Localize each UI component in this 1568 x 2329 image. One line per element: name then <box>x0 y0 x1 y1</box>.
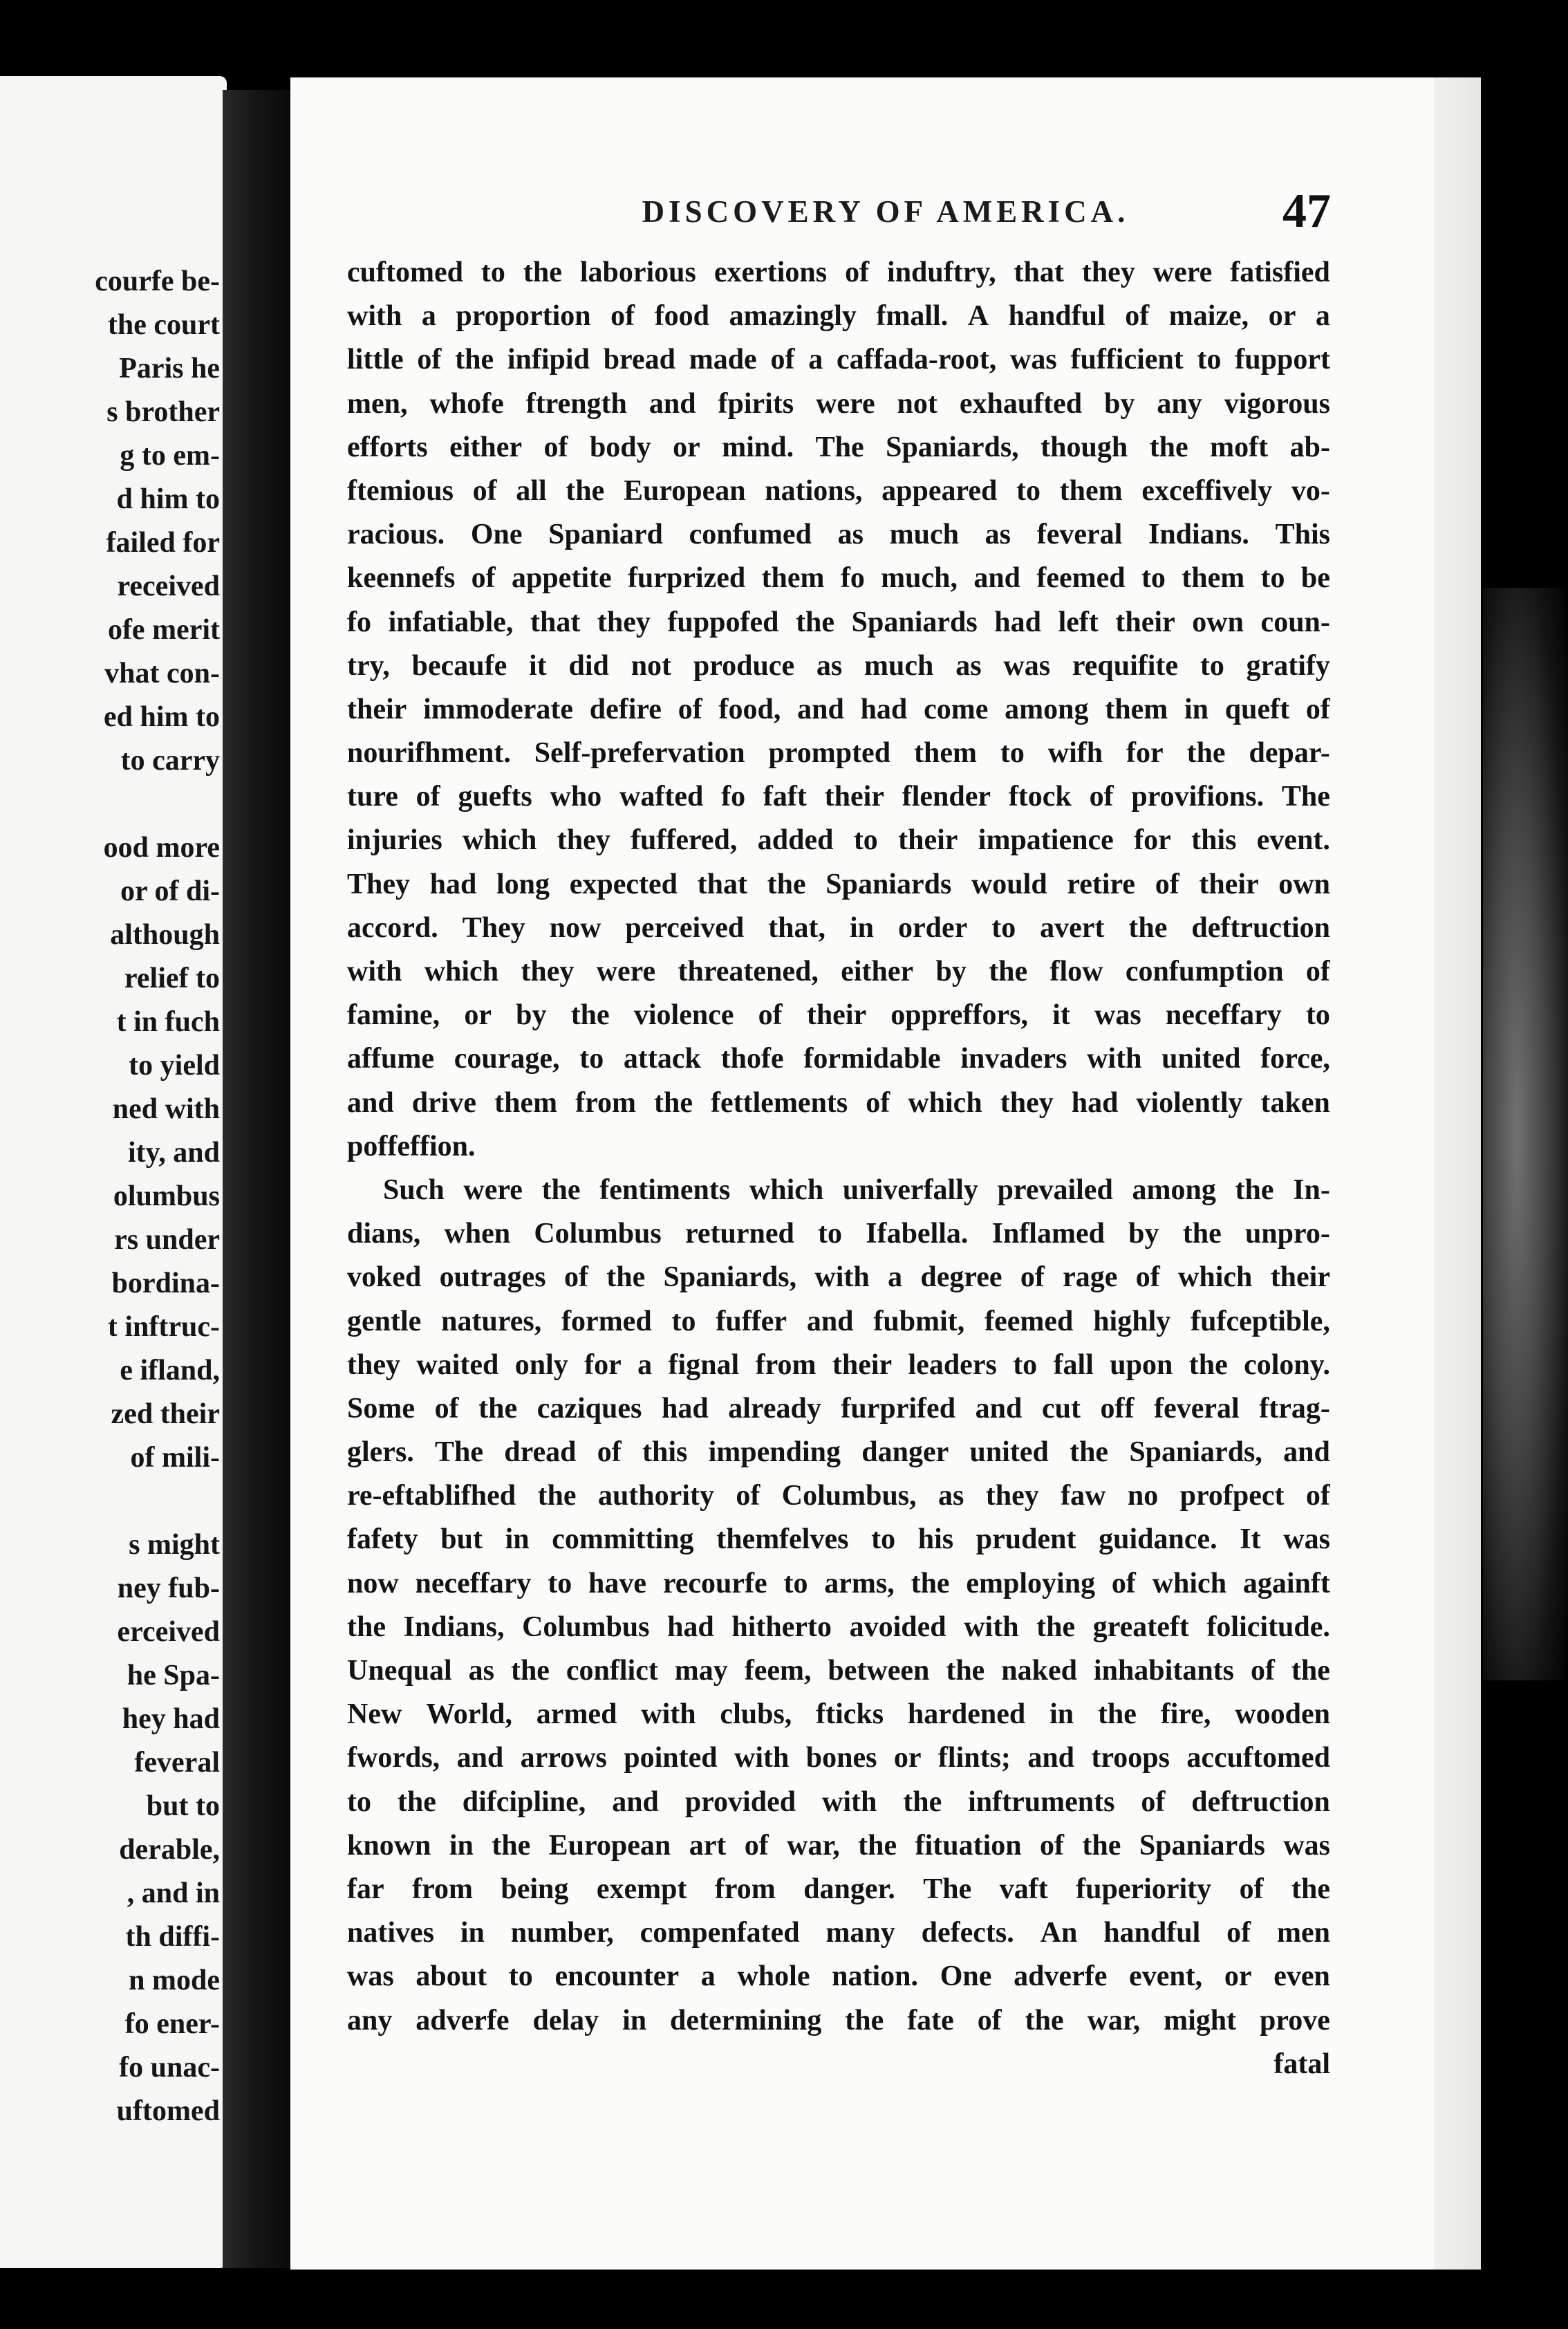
text-line: injuries which they fuffered, added to their impatience for this event. <box>347 824 1330 857</box>
left-page-line: Paris he <box>119 353 220 384</box>
left-page-line: vhat con- <box>104 658 220 689</box>
running-head-title: DISCOVERY OF AMERICA. <box>642 194 1130 229</box>
text-line: far from being exempt from danger. The vaft fuperiority of the <box>347 1873 1330 1905</box>
text-line: fwords, and arrows pointed with bones or flints; and troops accuftomed <box>347 1742 1330 1774</box>
left-page-line: uftomed <box>116 2095 220 2127</box>
left-page-line: but to <box>146 1790 220 1822</box>
left-page-line: fo ener- <box>124 2008 220 2040</box>
text-line: Unequal as the conflict may feem, between the naked inhabitants of the <box>347 1655 1330 1687</box>
text-line: the Indians, Columbus had hitherto avoided with the greateft folicitude. <box>347 1611 1330 1643</box>
text-line: poffeffion. <box>347 1130 476 1162</box>
left-page-line: bordina- <box>111 1268 220 1299</box>
text-line: cuftomed to the laborious exertions of induftry, that they were fatisfied <box>347 257 1330 288</box>
left-page-line: courfe be- <box>95 266 220 297</box>
text-line: and drive them from the fettlements of which they had violently taken <box>347 1086 1330 1119</box>
text-line: gentle natures, formed to fuffer and fubmit, feemed highly fufceptible, <box>347 1305 1330 1337</box>
book-gutter <box>223 90 290 2268</box>
text-line: glers. The dread of this impending danger united the Spaniards, and <box>347 1436 1330 1469</box>
left-page-line: received <box>117 570 220 602</box>
left-page-line: to yield <box>129 1050 220 1082</box>
text-line: men, whofe ftrength and fpirits were not exhaufted by any vigorous <box>347 387 1330 420</box>
left-page-line: , and in <box>127 1877 220 1909</box>
edge-stain <box>1483 588 1568 1680</box>
body-text <box>347 256 1330 2091</box>
left-page-line: th diffi- <box>125 1921 220 1953</box>
left-page-line: e ifland, <box>120 1355 220 1386</box>
text-line: they waited only for a fignal from their leaders to fall upon the colony. <box>347 1348 1330 1381</box>
left-page-line: ood more <box>103 832 220 864</box>
text-line: racious. One Spaniard confumed as much as feveral Indians. This <box>347 519 1330 551</box>
text-line: fo infatiable, that they fuppofed the Spaniards had left their own coun- <box>347 606 1330 638</box>
left-page-line: he Spa- <box>127 1660 220 1691</box>
text-line: re-eftablifhed the authority of Columbus, as they faw no profpect of <box>347 1480 1330 1512</box>
left-page-line: t in fuch <box>116 1006 220 1038</box>
text-line: affume courage, to attack thofe formidable invaders with united force, <box>347 1043 1330 1075</box>
text-line: voked outrages of the Spaniards, with a degree of rage of which their <box>347 1261 1330 1294</box>
left-page-line <box>95 1480 220 1523</box>
left-page-line: derable, <box>119 1834 220 1866</box>
left-page-line: ofe merit <box>107 614 220 646</box>
left-page-line: ed him to <box>104 701 220 733</box>
left-page-line: relief to <box>124 963 220 994</box>
left-page-line: rs under <box>114 1224 220 1256</box>
left-page-line: fo unac- <box>119 2052 220 2084</box>
left-page-line <box>95 783 220 826</box>
text-line: try, becaufe it did not produce as much as was requifite to gratify <box>347 649 1330 682</box>
text-line: now neceffary to have recourfe to arms, the employing of which againft <box>347 1567 1330 1599</box>
left-page-line: to carry <box>120 745 220 777</box>
left-page-line: zed their <box>111 1398 220 1430</box>
text-line: was about to encounter a whole nation. One adverfe event, or even <box>347 1960 1330 1993</box>
left-page-text <box>95 260 220 2133</box>
text-line: nourifhment. Self-prefervation prompted them to wifh for the depar- <box>347 737 1330 770</box>
text-line: efforts either of body or mind. The Spaniards, though the moft ab- <box>347 431 1330 463</box>
text-line: with which they were threatened, either by the flow confumption of <box>347 956 1330 987</box>
text-line: famine, or by the violence of their oppreffors, it was neceffary to <box>347 999 1330 1032</box>
left-page-line: ned with <box>112 1093 220 1125</box>
text-line: little of the infipid bread made of a caffada-root, was fufficient to fupport <box>347 344 1330 376</box>
left-page-line: or of di- <box>120 875 220 907</box>
text-line: Some of the caziques had already furprifed and cut off feveral ftrag- <box>347 1392 1330 1425</box>
left-page-line: s might <box>129 1529 220 1561</box>
text-line: keennefs of appetite furprized them fo much, and feemed to them to be <box>347 562 1330 595</box>
left-page-line: failed for <box>106 527 220 559</box>
left-page-line: hey had <box>122 1703 220 1735</box>
text-line: their immoderate defire of food, and had come among them in queft of <box>347 693 1330 725</box>
left-page-line: d him to <box>116 483 220 515</box>
left-page-line: feveral <box>134 1747 220 1779</box>
page-number: 47 <box>1282 185 1331 238</box>
left-page-line: of mili- <box>130 1442 220 1474</box>
left-page-line: olumbus <box>113 1180 220 1212</box>
text-line: dians, when Columbus returned to Ifabella. Inflamed by the unpro- <box>347 1218 1330 1250</box>
text-line: natives in number, compenfated many defects. An handful of men <box>347 1917 1330 1949</box>
left-page <box>0 76 227 2268</box>
left-page-line: ney fub- <box>117 1572 220 1604</box>
text-line: New World, armed with clubs, fticks hardened in the fire, wooden <box>347 1698 1330 1731</box>
left-page-line: n mode <box>129 1965 220 1996</box>
text-line: ftemious of all the European nations, appeared to them exceffively vo- <box>347 474 1330 507</box>
text-line: ture of guefts who wafted fo faft their flender ftock of provifions. The <box>347 781 1330 813</box>
left-page-line: s brother <box>106 396 220 428</box>
running-head <box>290 185 1481 242</box>
text-line: accord. They now perceived that, in order to avert the deftruction <box>347 911 1330 944</box>
text-line: any adverfe delay in determining the fate of the war, might prove <box>347 2004 1330 2036</box>
text-line: They had long expected that the Spaniards would retire of their own <box>347 868 1330 900</box>
text-line: with a proportion of food amazingly fmall. A handful of maize, or a <box>347 300 1330 333</box>
text-line: Such were the fentiments which univerfally prevailed among the In- <box>383 1173 1330 1206</box>
left-page-line: g to em- <box>120 440 220 472</box>
text-line: fafety but in committing themfelves to his prudent guidance. It was <box>347 1523 1330 1556</box>
left-page-line: the court <box>107 309 220 341</box>
page-edge <box>1434 77 1481 2270</box>
text-line: to the difcipline, and provided with the inftruments of deftruction <box>347 1785 1330 1818</box>
left-page-line: t inftruc- <box>107 1311 220 1343</box>
text-line: fatal <box>1273 2048 1330 2080</box>
left-page-line: ity, and <box>127 1137 220 1169</box>
text-line: known in the European art of war, the fituation of the Spaniards was <box>347 1829 1330 1862</box>
left-page-line: erceived <box>117 1616 220 1648</box>
left-page-line: although <box>110 919 220 951</box>
